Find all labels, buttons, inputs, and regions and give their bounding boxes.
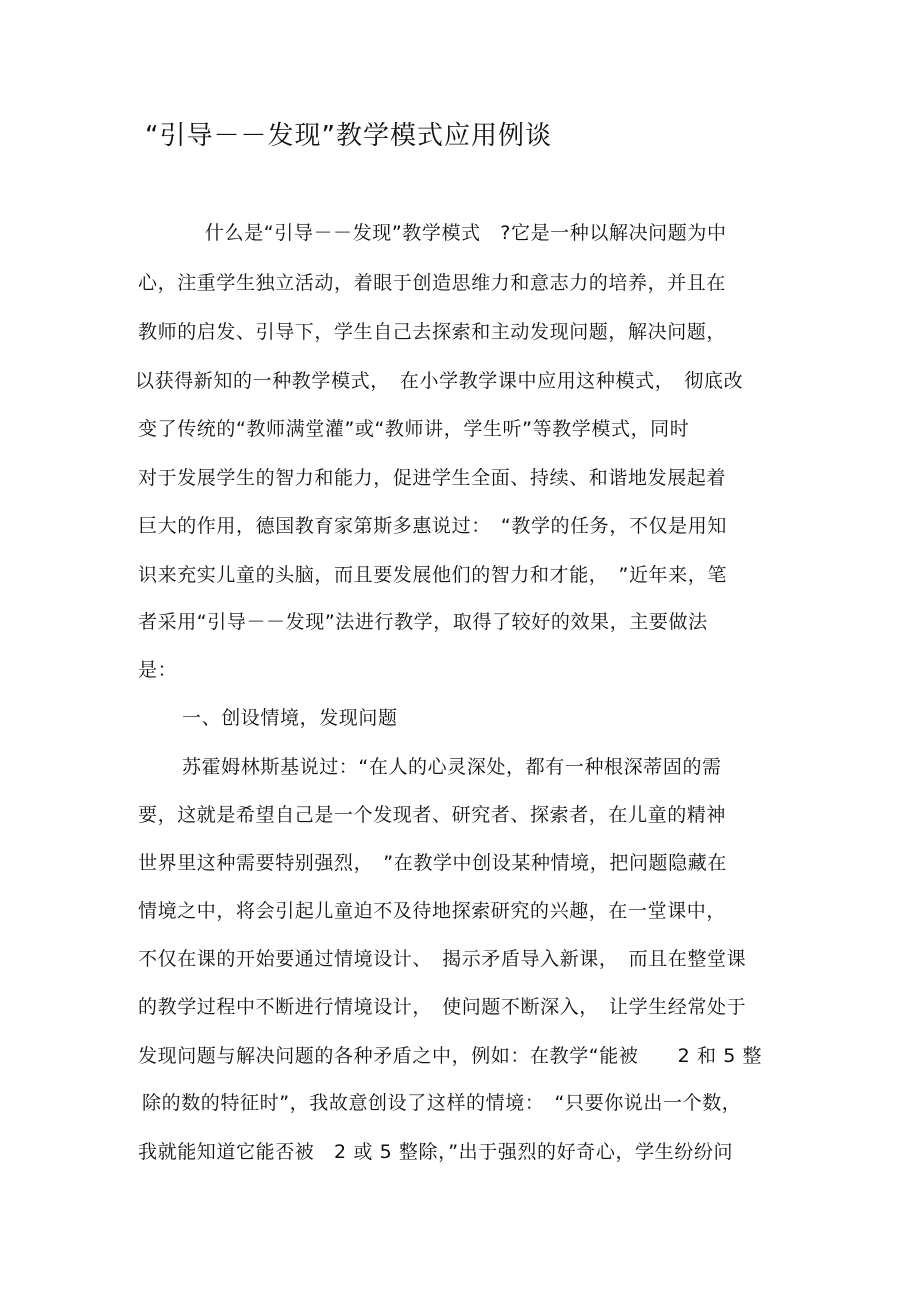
paragraph-line: 发现问题与解决问题的各种矛盾之中，例如：在教学“能被 2 和 5 整 [138, 1045, 763, 1067]
paragraph-line: 对于发展学生的智力和能力，促进学生全面、持续、和谐地发展起着 [138, 467, 727, 489]
paragraph-line: 者采用“引导－－发现”法进行教学，取得了较好的效果，主要做法 [138, 611, 708, 633]
paragraph-line: 教师的启发、引导下，学生自己去探索和主动发现问题，解决问题， [138, 321, 727, 343]
paragraph-line: 不仅在课的开始要通过情境设计、 揭示矛盾导入新课， 而且在整堂课 [138, 948, 747, 970]
paragraph-line: 的教学过程中不断进行情境设计， 使问题不断深入， 让学生经常处于 [138, 996, 747, 1018]
paragraph-line: 识来充实儿童的头脑，而且要发展他们的智力和才能， ”近年来，笔 [138, 564, 727, 586]
paragraph-line: 变了传统的“教师满堂灌”或“教师讲，学生听”等教学模式，同时 [138, 418, 690, 440]
paragraph-line: 情境之中，将会引起儿童迫不及待地探索研究的兴趣，在一堂课中， [138, 900, 727, 922]
paragraph-line: 什么是“引导－－发现”教学模式 ?它是一种以解决问题为中 [205, 222, 727, 244]
paragraph-line: 是： [138, 659, 178, 681]
paragraph-line: 世界里这种需要特别强烈， ”在教学中创设某种情境，把问题隐藏在 [138, 852, 727, 874]
paragraph-line: 以获得新知的一种教学模式， 在小学教学课中应用这种模式， 彻底改 [135, 370, 744, 392]
section-heading: 一、创设情境，发现问题 [182, 707, 398, 729]
paragraph-line: 要，这就是希望自己是一个发现者、研究者、探索者，在儿童的精神 [138, 804, 727, 826]
paragraph-line: 苏霍姆林斯基说过：“在人的心灵深处，都有一种根深蒂固的需 [182, 756, 722, 778]
paragraph-line: 我就能知道它能否被 2 或 5 整除，”出于强烈的好奇心，学生纷纷问 [138, 1141, 734, 1163]
document-title: “引导－－发现”教学模式应用例谈 [145, 121, 552, 151]
paragraph-line: 巨大的作用，德国教育家第斯多惠说过： “教学的任务，不仅是用知 [138, 515, 727, 537]
paragraph-line: 除的数的特征时”，我故意创设了这样的情境： “只要你说出一个数， [142, 1092, 742, 1114]
paragraph-line: 心，注重学生独立活动，着眼于创造思维力和意志力的培养，并且在 [138, 272, 727, 294]
